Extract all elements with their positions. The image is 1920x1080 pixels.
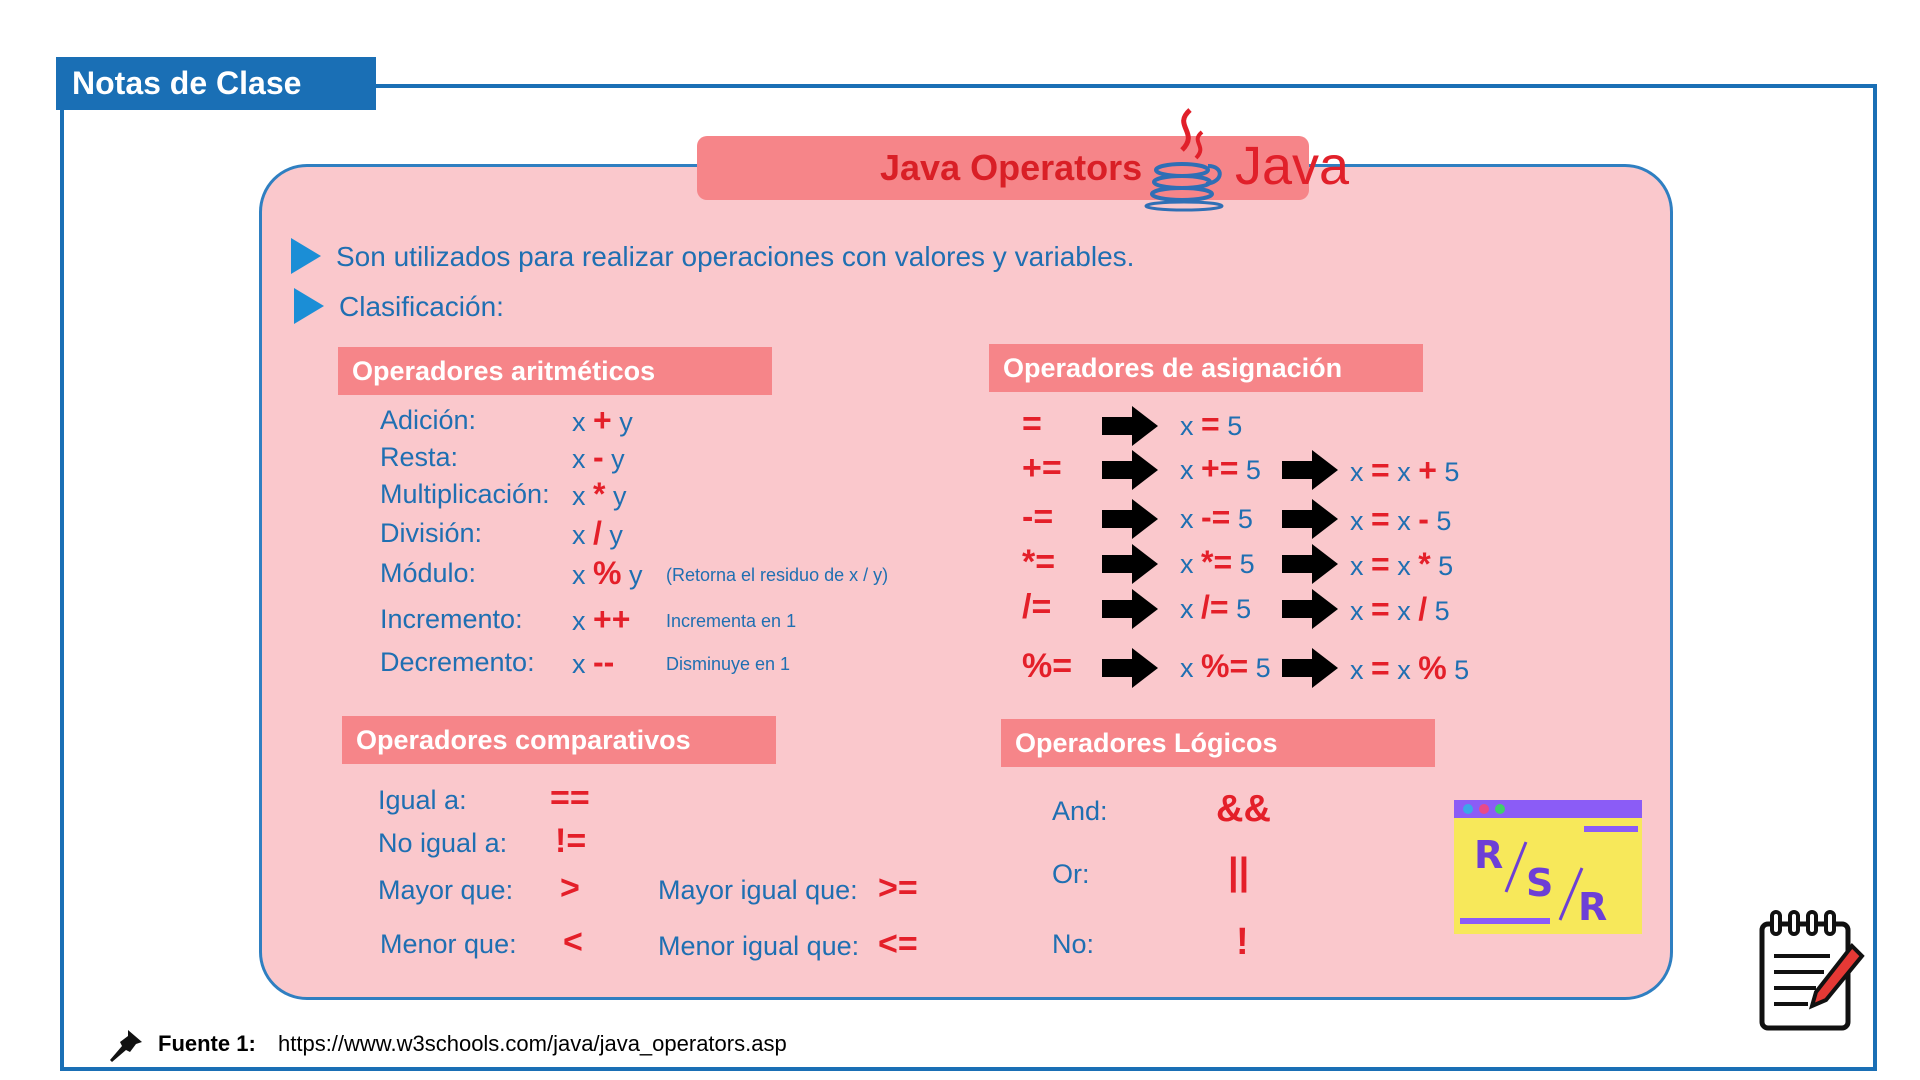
operand: y [611,407,633,437]
operator-symbol: = [1371,501,1390,537]
comparison-operator: <= [878,925,918,963]
comparison-heading: Operadores comparativos [342,716,776,764]
operator-symbol: = [1371,452,1390,488]
assignment-long-form [1350,546,1453,584]
arithmetic-expression [572,476,626,514]
operand: x [1350,506,1372,536]
operator-symbol: * [1418,546,1431,582]
assignment-short-form [1180,499,1253,537]
operand: x [1389,506,1419,536]
assignment-long-form [1350,591,1450,629]
assignment-operator: = [1022,405,1042,443]
operator-symbol: ++ [593,601,631,637]
operand: x [1389,551,1419,581]
svg-text:S: S [1526,861,1554,905]
java-logo-icon [1142,104,1232,212]
arrow-right-icon [1102,589,1158,629]
operand: y [603,444,625,474]
assignment-operator: -= [1022,498,1054,536]
operand: 5 [1232,549,1255,579]
operand: x [1389,655,1419,685]
operator-symbol: -= [1201,499,1231,535]
operator-symbol: += [1201,450,1239,486]
arithmetic-label: Módulo: [380,558,477,588]
comparison-label: Menor igual que: [658,931,860,961]
arithmetic-label: Multiplicación: [380,479,550,509]
operand: 5 [1238,455,1261,485]
assignment-operator: %= [1022,647,1073,685]
operand: 5 [1219,411,1243,441]
assignment-long-form [1350,452,1459,490]
operand: x [572,649,594,679]
arrow-right-icon [1102,544,1158,584]
operator-symbol: /= [1201,589,1229,625]
operand: x [572,444,594,474]
operand: x [1180,653,1202,683]
comparison-label: Igual a: [378,785,467,815]
comparison-label: No igual a: [378,828,508,858]
operator-symbol: = [1371,650,1390,686]
arrow-right-icon [1282,589,1338,629]
logical-operator: ! [1236,921,1249,963]
operand: x [1350,551,1372,581]
comparison-label: Mayor que: [378,875,514,905]
operator-symbol: %= [1201,648,1249,684]
comparison-label: Menor que: [380,929,517,959]
header-tab: Notas de Clase [56,57,376,110]
arrow-right-icon [1282,648,1338,688]
assignment-short-form [1180,406,1242,444]
play-bullet-icon [291,238,321,274]
operand: 5 [1436,457,1460,487]
logical-heading: Operadores Lógicos [1001,719,1435,767]
arithmetic-expression [572,555,642,593]
arithmetic-expression [572,515,623,553]
arrow-right-icon [1282,450,1338,490]
comparison-operator: != [555,822,587,860]
logical-operator: || [1228,851,1250,893]
operand: x [572,481,594,511]
operator-symbol: * [593,476,606,512]
operand: x [1350,655,1372,685]
assignment-operator: += [1022,449,1062,487]
operand: x [1350,596,1372,626]
arithmetic-label: Incremento: [380,604,523,634]
operand: 5 [1248,653,1271,683]
operator-symbol: = [1371,546,1390,582]
arrow-right-icon [1102,648,1158,688]
operator-symbol: / [593,515,602,551]
arrow-right-icon [1282,499,1338,539]
arithmetic-label: Decremento: [380,647,535,677]
arrow-right-icon [1282,544,1338,584]
play-bullet-icon [294,288,324,324]
arithmetic-label: División: [380,518,483,548]
operator-symbol: % [593,555,622,591]
operator-symbol: - [1418,501,1429,537]
intro-line-1: Son utilizados para realizar operaciones con valores y variables. [336,241,1135,272]
assignment-short-form [1180,648,1271,686]
operand: x [1389,596,1419,626]
operand: y [605,481,627,511]
assignment-operator: *= [1022,543,1056,581]
operand: x [572,407,594,437]
operand: x [1180,504,1202,534]
operator-symbol: + [1418,452,1437,488]
logical-label: And: [1052,796,1108,826]
arithmetic-expression [572,601,630,639]
java-logo-word: Java [1235,136,1350,196]
operator-symbol: / [1418,591,1428,627]
operator-symbol: -- [593,644,615,680]
operand: x [572,520,594,550]
arrow-right-icon [1102,450,1158,490]
arithmetic-note: Incrementa en 1 [666,611,797,631]
arithmetic-heading: Operadores aritméticos [338,347,772,395]
operator-symbol: = [1201,406,1220,442]
arithmetic-expression [572,644,614,682]
operand: x [1180,455,1202,485]
notepad-pencil-icon [1756,910,1866,1032]
assignment-long-form [1350,501,1451,539]
operand: y [601,520,623,550]
operand: x [1180,549,1202,579]
comparison-label: Mayor igual que: [658,875,858,905]
operand: x [1389,457,1419,487]
arithmetic-expression [572,402,633,440]
operand: 5 [1228,594,1252,624]
arithmetic-label: Adición: [380,405,477,435]
pushpin-icon [106,1028,146,1064]
operand: 5 [1427,596,1450,626]
svg-text:R: R [1578,885,1608,929]
comparison-operator: == [550,779,590,817]
assignment-long-form [1350,650,1469,688]
operand: 5 [1230,504,1253,534]
operand: x [1350,457,1372,487]
comparison-operator: > [560,869,580,907]
operand: y [621,560,643,590]
operator-symbol: = [1371,591,1390,627]
arithmetic-note: Disminuye en 1 [666,654,791,674]
operator-symbol: + [593,402,612,438]
comparison-operator: < [563,923,583,961]
operand: 5 [1428,506,1452,536]
operand: x [1180,411,1202,441]
arithmetic-label: Resta: [380,442,459,472]
operator-symbol: % [1418,650,1447,686]
assignment-short-form [1180,589,1251,627]
arithmetic-expression [572,439,625,477]
assignment-short-form [1180,544,1255,582]
operand: x [572,560,594,590]
svg-text:R: R [1474,833,1504,877]
arrow-right-icon [1102,406,1158,446]
operand: 5 [1430,551,1454,581]
page-title: Java Operators [880,147,1143,188]
assignment-short-form [1180,450,1261,488]
comparison-operator: >= [878,869,918,907]
operand: 5 [1446,655,1470,685]
operand: x [1180,594,1202,624]
arithmetic-note: (Retorna el residuo de x / y) [666,565,889,585]
operator-symbol: *= [1201,544,1233,580]
arrow-right-icon [1102,499,1158,539]
intro-line-2: Clasificación: [339,291,504,322]
logical-operator: && [1216,788,1271,830]
rsr-window-icon [1454,800,1642,934]
operator-symbol: - [593,439,604,475]
logical-label: No: [1052,929,1095,959]
source-url[interactable]: https://www.w3schools.com/java/java_operators.asp [278,1031,787,1056]
operand: x [572,606,594,636]
logical-label: Or: [1052,859,1090,889]
assignment-heading: Operadores de asignación [989,344,1423,392]
source-label: Fuente 1: [158,1031,256,1056]
assignment-operator: /= [1022,588,1052,626]
